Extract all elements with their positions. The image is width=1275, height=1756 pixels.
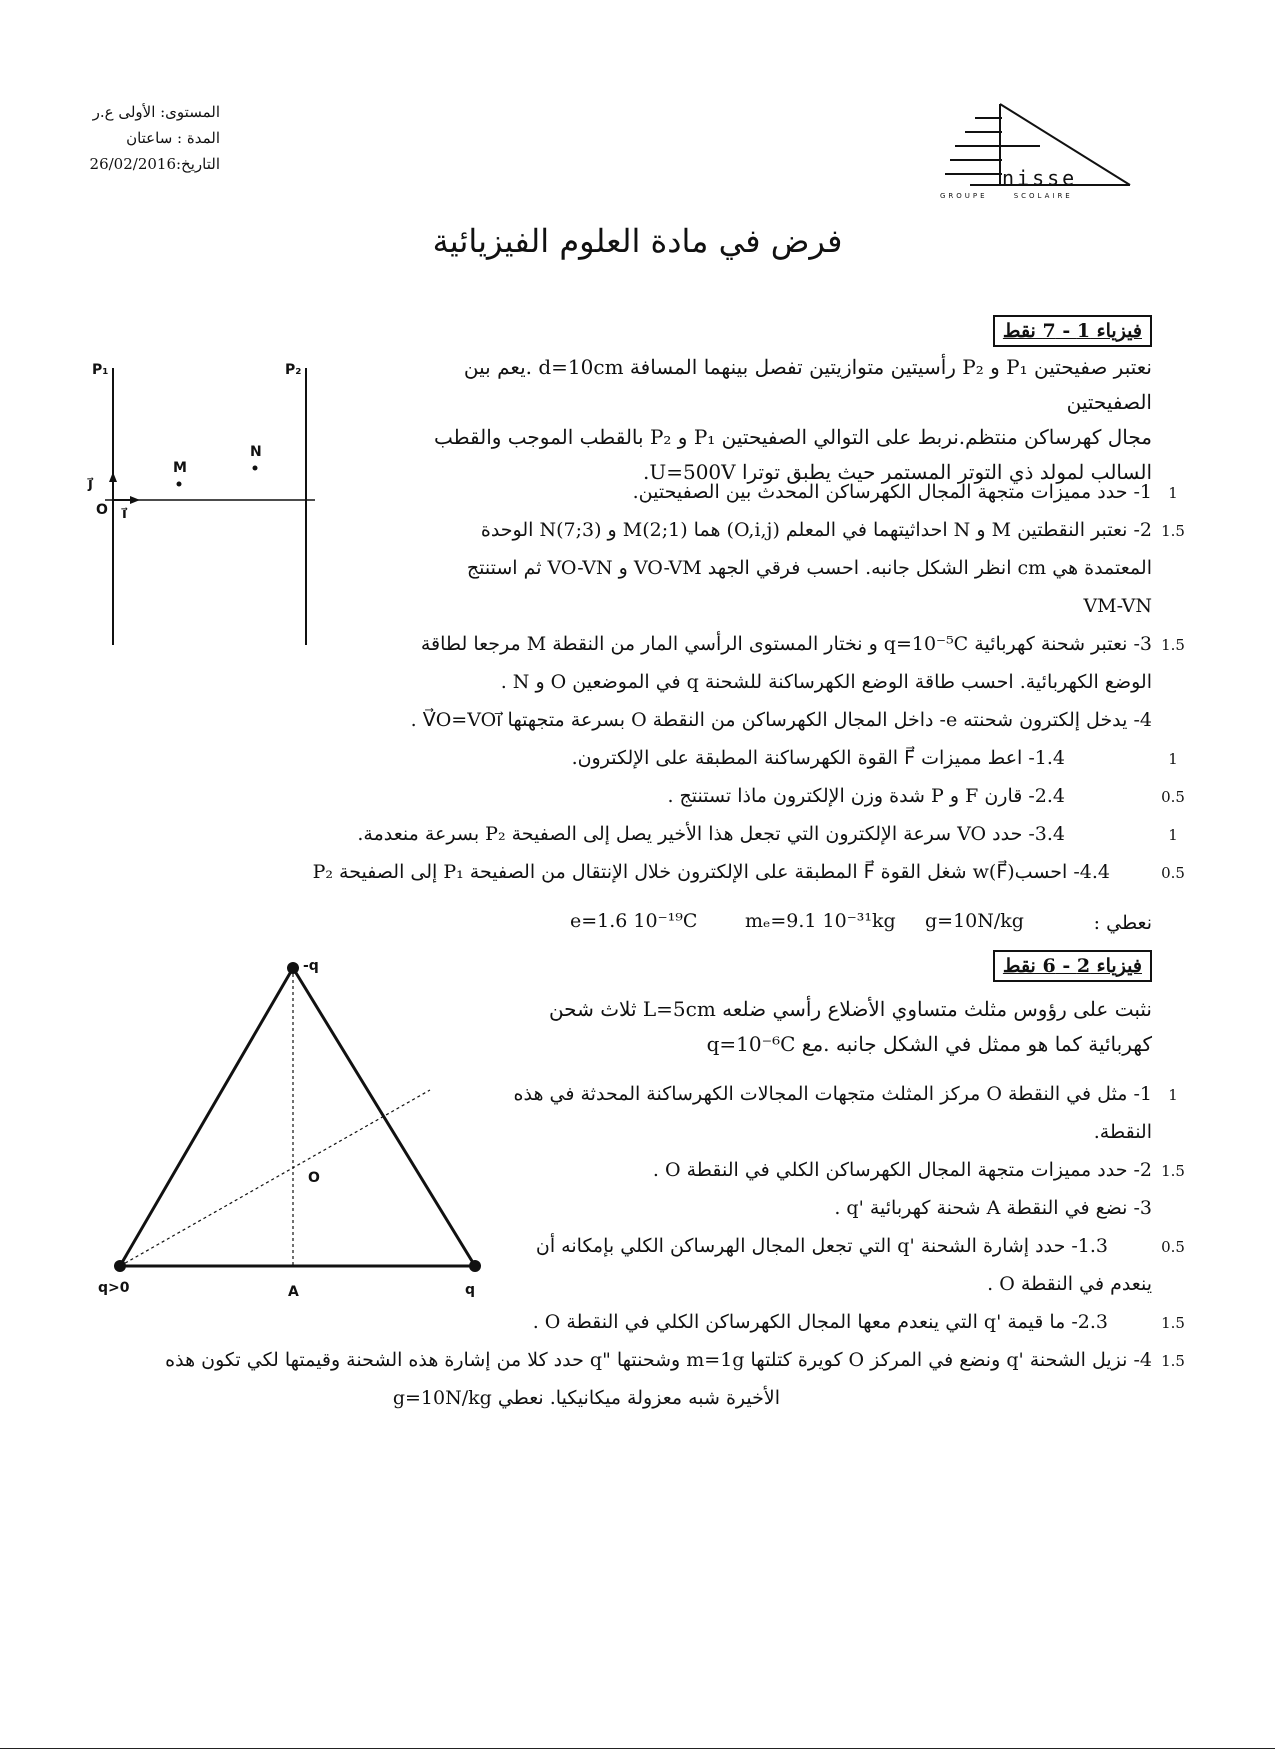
physics1-heading: فيزياء 1 - 7 نقط: [993, 315, 1152, 347]
right-charge-label: q: [465, 1282, 476, 1298]
question-3-1-cont: ينعدم في النقطة O .: [987, 1273, 1152, 1295]
points-1: 1: [1168, 1086, 1178, 1104]
intro-line: مجال كهرساكن منتظم.نربط على التوالي الصفيحتين P₁ و P₂ بالقطب الموجب والقطب: [433, 425, 1152, 449]
question-3-2: 2.3- ما قيمة 'q التي ينعدم معها المجال الكهرساكن الكلي في النقطة O .: [532, 1311, 1108, 1333]
question-4-3: 3.4- حدد VO سرعة الإلكترون التي تجعل هذا الأخير يصل إلى الصفيحة P₂ بسرعة منعدمة.: [357, 823, 1065, 845]
point-n-dot: [253, 466, 258, 471]
question-4-1: 1.4- اعط مميزات F⃗ القوة الكهرساكنة المطبقة على الإلكترون.: [571, 747, 1065, 769]
logo-word: nisse: [1002, 166, 1078, 190]
center-label: O: [308, 1170, 320, 1186]
points-1: 1: [1168, 484, 1178, 502]
points-2: 1.5: [1161, 522, 1185, 540]
plates-figure: [70, 360, 330, 660]
triangle-figure: [90, 950, 490, 1310]
plate-p1-label: P₁: [92, 362, 109, 378]
given-mass: mₑ=9.1 10⁻³¹kg: [745, 910, 896, 932]
question-1: 1- حدد مميزات متجهة المجال الكهرساكن المحدث بين الصفيحتين.: [632, 481, 1152, 503]
unit-j-label: j⃗: [88, 476, 93, 492]
top-charge-label: -q: [303, 958, 319, 974]
question-2-cont: VM-VN: [1083, 595, 1152, 617]
unit-i-label: i⃗: [122, 506, 127, 522]
given-label: نعطي :: [1093, 912, 1152, 934]
intro-line: السالب لمولد ذي التوتر المستمر حيث يطبق توترا U=500V.: [643, 460, 1152, 484]
question-1: 1- مثل في النقطة O مركز المثلث متجهات المجالات الكهرساكنة المحدثة في هذه: [513, 1083, 1152, 1105]
triangle-right-side: [293, 968, 475, 1266]
point-m-dot: [177, 482, 182, 487]
points-4-1: 1: [1168, 750, 1178, 768]
physics1-intro: [382, 350, 1152, 490]
midpoint-label: A: [288, 1284, 299, 1300]
question-4: 4- يدخل إلكترون شحنته e- داخل المجال الكهرساكن من النقطة O بسرعة متجهتها V⃗O=VOi⃗ .: [410, 709, 1152, 731]
points-4: 1.5: [1161, 1352, 1185, 1370]
intro-line: نعتبر صفيحتين P₁ و P₂ رأسيتين متوازيتين تفصل بينهما المسافة d=10cm .يعم بين الصفيحتين: [463, 355, 1152, 414]
level-label: المستوى: الأولى ع.ر: [92, 103, 220, 121]
question-2-cont: المعتمدة هي cm انظر الشكل جانبه. احسب فرقي الجهد VO-VM و VO-VN ثم استنتج: [466, 557, 1152, 579]
question-2: 2- نعتبر النقطتين M و N احداثيتهما في المعلم (O,i,j) هما M(2;1) و N(7;3) الوحدة: [480, 519, 1152, 541]
question-3-cont: الوضع الكهربائية. احسب طاقة الوضع الكهرساكنة للشحنة q في الموضعين O و N .: [500, 671, 1152, 693]
origin-label: O: [96, 502, 108, 518]
question-4-4: 4.4- احسب(F⃗)w شغل القوة F⃗ المطبقة على الإلكترون خلال الإنتقال من الصفيحة P₁ إلى الصفيحة P₂: [312, 861, 1110, 883]
plate-p2-label: P₂: [285, 362, 302, 378]
question-4-cont: الأخيرة شبه معزولة ميكانيكيا. نعطي g=10N/kg: [392, 1387, 780, 1409]
page-title: فرض في مادة العلوم الفيزيائية: [432, 222, 843, 260]
point-m-label: M: [173, 460, 187, 476]
plates-diagram: [70, 360, 330, 660]
question-1-cont: النقطة.: [1093, 1121, 1152, 1143]
date-label: التاريخ:26/02/2016: [89, 155, 220, 173]
left-charge-dot: [114, 1260, 126, 1272]
triangle-left-side: [120, 968, 293, 1266]
top-charge-dot: [287, 962, 299, 974]
points-4-4: 0.5: [1161, 864, 1185, 882]
intro-line: نثبت على رؤوس مثلث متساوي الأضلاع رأسي ضلعه L=5cm ثلاث شحن: [548, 997, 1152, 1021]
intro-line: كهربائية كما هو ممثل في الشكل جانبه .مع q=10⁻⁶C: [706, 1032, 1152, 1056]
logo-subtitle: GROUPE SCOLAIRE: [940, 192, 1073, 200]
question-3: 3- نعتبر شحنة كهربائية q=10⁻⁵C و نختار المستوى الرأسي المار من النقطة M مرجعا لطاقة: [420, 633, 1152, 655]
given-charge: e=1.6 10⁻¹⁹C: [570, 910, 698, 932]
left-charge-label: q>0: [98, 1280, 130, 1296]
question-4: 4- نزيل الشحنة 'q ونضع في المركز O كويرة كتلتها m=1g وشحنتها "q حدد كلا من إشارة هذه الشحنة وقيمتها لكي تكون هذه: [165, 1349, 1152, 1371]
right-charge-dot: [469, 1260, 481, 1272]
question-2: 2- حدد مميزات متجهة المجال الكهرساكن الكلي في النقطة O .: [652, 1159, 1152, 1181]
question-3: 3- نضع في النقطة A شحنة كهربائية 'q .: [834, 1197, 1152, 1219]
points-2: 1.5: [1161, 1162, 1185, 1180]
triangle-diagram: [90, 950, 490, 1310]
points-3: 1.5: [1161, 636, 1185, 654]
point-n-label: N: [250, 444, 262, 460]
points-3-1: 0.5: [1161, 1238, 1185, 1256]
points-4-2: 0.5: [1161, 788, 1185, 806]
physics2-heading: فيزياء 2 - 6 نقط: [993, 950, 1152, 982]
question-4-2: 2.4- قارن F و P شدة وزن الإلكترون ماذا تستنتج .: [667, 785, 1065, 807]
question-3-1: 1.3- حدد إشارة الشحنة 'q التي تجعل المجال الهرساكن الكلي بإمكانه أن: [535, 1235, 1108, 1257]
points-4-3: 1: [1168, 826, 1178, 844]
given-gravity: g=10N/kg: [925, 910, 1024, 932]
points-3-2: 1.5: [1161, 1314, 1185, 1332]
school-logo: [940, 100, 1140, 210]
bottom-rule: [0, 1748, 1275, 1749]
physics2-intro: [432, 992, 1152, 1062]
duration-label: المدة : ساعتان: [126, 129, 220, 147]
